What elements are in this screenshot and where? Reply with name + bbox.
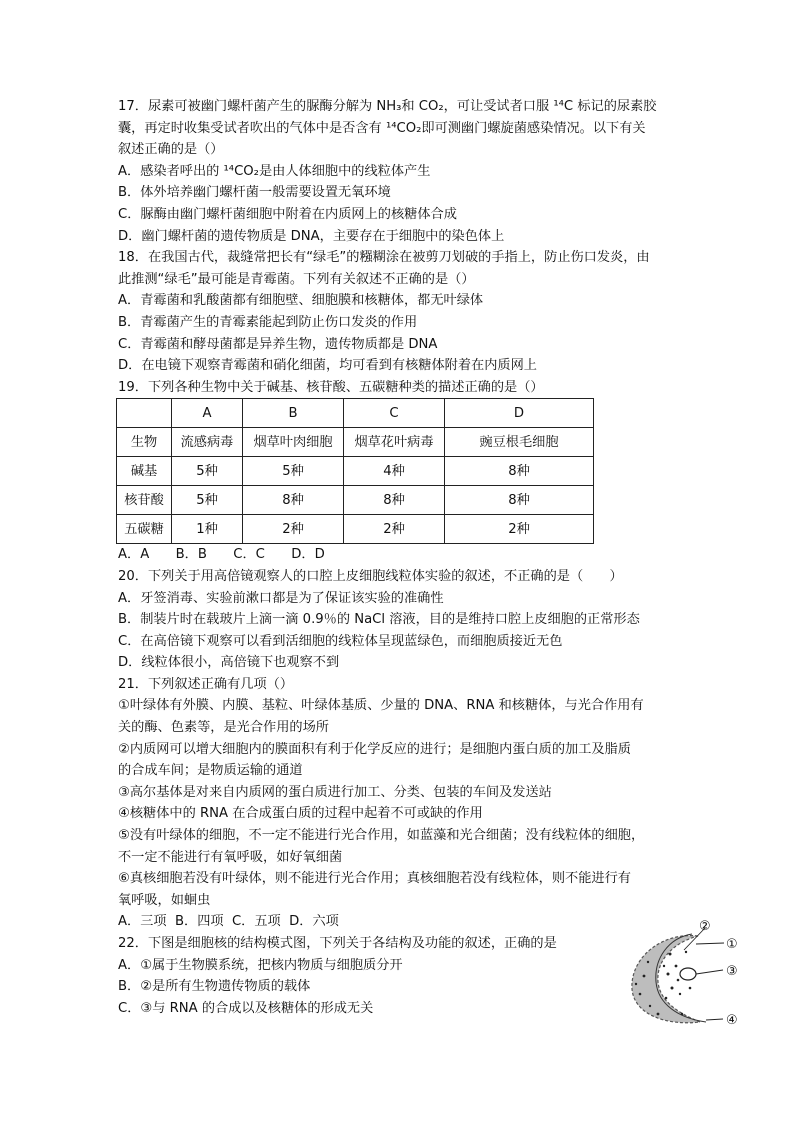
nucleus-structure-figure: [620, 914, 760, 1029]
label-4: ④: [726, 1013, 738, 1028]
table-cell: 4种: [344, 457, 445, 486]
q21-item-line: ⑤没有叶绿体的细胞，不一定不能进行光合作用，如蓝藻和光合细菌；没有线粒体的细胞，: [118, 828, 645, 844]
figure-labels: [699, 919, 738, 1028]
table-cell: 豌豆根毛细胞: [445, 428, 594, 457]
label-2: ②: [699, 919, 711, 934]
q20-option-a: A．牙签消毒、实验前漱口都是为了保证该实验的准确性: [118, 590, 444, 606]
q18-stem-line-1: 18．在我国古代，裁缝常把长有“绿毛”的糨糊涂在被剪刀划破的手指上，防止伤口发炎，由: [118, 250, 650, 266]
q18-option-d: D．在电镜下观察青霉菌和硝化细菌，均可看到有核糖体附着在内质网上: [118, 358, 537, 374]
q21-item-line: 氧呼吸，如蛔虫: [118, 892, 211, 908]
label-1: ①: [726, 937, 738, 952]
q21-item-line: 不一定不能进行有氧呼吸，如好氧细菌: [118, 849, 343, 865]
table-cell: 1种: [172, 515, 243, 544]
q18-option-c: C．青霉菌和酵母菌都是异养生物，遗传物质都是 DNA: [118, 336, 438, 352]
q18-stem-line-2: 此推测“绿毛”最可能是青霉菌。下列有关叙述不正确的是（）: [118, 271, 475, 287]
q21-item-line: 关的酶、色素等，是光合作用的场所: [118, 720, 329, 736]
q20-option-b: B．制装片时在载玻片上滴一滴 0.9％的 NaCl 溶液，目的是维持口腔上皮细胞的正常形态: [118, 612, 640, 628]
q21-item-line: ②内质网可以增大细胞内的膜面积有利于化学反应的进行；是细胞内蛋白质的加工及脂质: [118, 741, 631, 757]
table-cell: 2种: [243, 515, 344, 544]
table-cell: 8种: [445, 486, 594, 515]
q17-option-b: B．体外培养幽门螺杆菌一般需要设置无氧环境: [118, 185, 391, 201]
table-cell: 2种: [445, 515, 594, 544]
nuclear-envelope: [632, 934, 706, 1023]
q19-stem: 19．下列各种生物中关于碱基、核苷酸、五碳糖种类的描述正确的是（）: [118, 379, 544, 395]
table-cell: 8种: [344, 486, 445, 515]
q21-item-line: ⑥真核细胞若没有叶绿体，则不能进行光合作用；真核细胞若没有线粒体，则不能进行有: [118, 871, 631, 887]
q18-option-b: B．青霉菌产生的青霉素能起到防止伤口发炎的作用: [118, 314, 418, 330]
q21-item-line: ③高尔基体是对来自内质网的蛋白质进行加工、分类、包装的车间及发送站: [118, 784, 552, 800]
q21-stem: 21．下列叙述正确有几项（）: [118, 676, 294, 692]
question-content: [118, 96, 678, 1019]
table-row: [117, 515, 594, 544]
q17-option-d: D．幽门螺杆菌的遗传物质是 DNA，主要存在于细胞中的染色体上: [118, 228, 505, 244]
table-header-row: [117, 399, 594, 428]
q21-item-line: ①叶绿体有外膜、内膜、基粒、叶绿体基质、少量的 DNA、RNA 和核糖体，与光合作用有: [118, 698, 644, 714]
q21-item-line: ④核糖体中的 RNA 在合成蛋白质的过程中起着不可或缺的作用: [118, 806, 483, 822]
q21-options: A．三项 B．四项 C．五项 D．六项: [118, 914, 339, 930]
table-row: [117, 486, 594, 515]
q20-option-c: C．在高倍镜下观察可以看到活细胞的线粒体呈现蓝绿色，而细胞质接近无色: [118, 633, 563, 649]
table-cell: A: [172, 399, 243, 428]
q17-stem-line-1: 17．尿素可被幽门螺杆菌产生的脲酶分解为 NH₃和 CO₂，可让受试者口服 ¹⁴C 标记的尿素胶: [118, 99, 657, 114]
q17-option-c: C．脲酶由幽门螺杆菌细胞中附着在内质网上的核糖体合成: [118, 206, 457, 222]
q19-options: A．A B．B C．C D．D: [118, 547, 325, 563]
nucleolus: [680, 968, 696, 980]
q20-option-d: D．线粒体很小，高倍镜下也观察不到: [118, 655, 340, 671]
table-cell: 核苷酸: [117, 486, 172, 515]
table-cell: 5种: [243, 457, 344, 486]
q18-option-a: A．青霉菌和乳酸菌都有细胞壁、细胞膜和核糖体，都无叶绿体: [118, 293, 484, 309]
table-cell: 烟草花叶病毒: [344, 428, 445, 457]
table-cell: 8种: [243, 486, 344, 515]
table-cell: 2种: [344, 515, 445, 544]
q20-stem: 20．下列关于用高倍镜观察人的口腔上皮细胞线粒体实验的叙述，不正确的是（ ）: [118, 568, 623, 584]
table-cell: 碱基: [117, 457, 172, 486]
table-cell: B: [243, 399, 344, 428]
table-cell: [117, 399, 172, 428]
table-cell: 五碳糖: [117, 515, 172, 544]
q22-option-b: B．②是所有生物遗传物质的载体: [118, 979, 311, 995]
q21-item-line: 的合成车间；是物质运输的通道: [118, 763, 303, 779]
table-cell: D: [445, 399, 594, 428]
table-cell: 5种: [172, 457, 243, 486]
q17-option-a: A．感染者呼出的 ¹⁴CO₂是由人体细胞中的线粒体产生: [118, 163, 431, 179]
table-row: [117, 457, 594, 486]
q22-option-a: A．①属于生物膜系统，把核内物质与细胞质分开: [118, 957, 403, 973]
q17-stem-line-2: 囊，再定时收集受试者吹出的气体中是否含有 ¹⁴CO₂即可测幽门螺旋菌感染情况。以下有关: [118, 120, 646, 136]
table-cell: 流感病毒: [172, 428, 243, 457]
q19-table: [116, 398, 594, 544]
table-cell: 8种: [445, 457, 594, 486]
table-row: [117, 428, 594, 457]
q22-option-c: C．③与 RNA 的合成以及核糖体的形成无关: [118, 1000, 374, 1016]
table-cell: C: [344, 399, 445, 428]
table-cell: 烟草叶肉细胞: [243, 428, 344, 457]
table-cell: 5种: [172, 486, 243, 515]
table-cell: 生物: [117, 428, 172, 457]
q22-stem: 22．下图是细胞核的结构模式图，下列关于各结构及功能的叙述，正确的是: [118, 936, 557, 951]
q17-stem-line-3: 叙述正确的是（）: [118, 142, 224, 158]
label-3: ③: [726, 964, 738, 979]
